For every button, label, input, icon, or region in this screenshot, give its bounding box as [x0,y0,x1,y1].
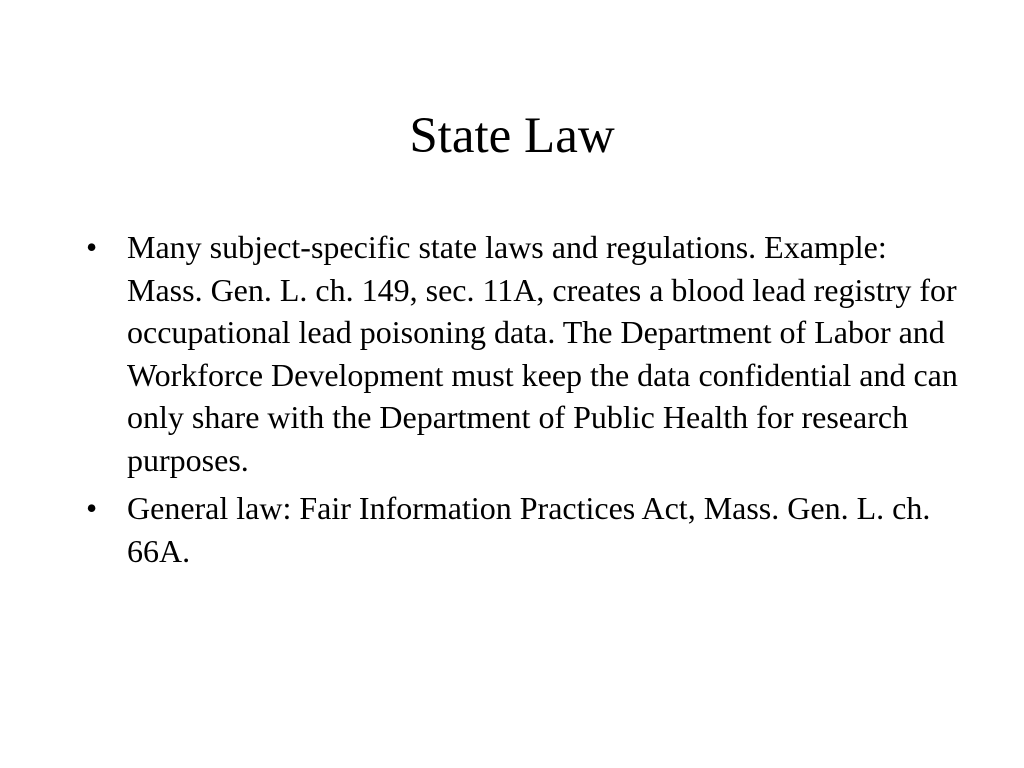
list-item [82,487,962,572]
bullet-text: Many subject-specific state laws and regulations. Example: Mass. Gen. L. ch. 149, sec. 11A, creates a blood lead registry for occupational lead poisoning data. The Department of Labor and Workforce Development must keep the data confidential and can only share with the Department of Public Health for research purposes. [127,229,958,478]
list-item [82,226,962,481]
slide-title: State Law [409,108,615,164]
bullet-icon: • [86,229,98,265]
bullet-icon: • [86,490,98,526]
bullet-text: General law: Fair Information Practices Act, Mass. Gen. L. ch. 66A. [127,490,931,569]
bullet-list [82,226,962,578]
